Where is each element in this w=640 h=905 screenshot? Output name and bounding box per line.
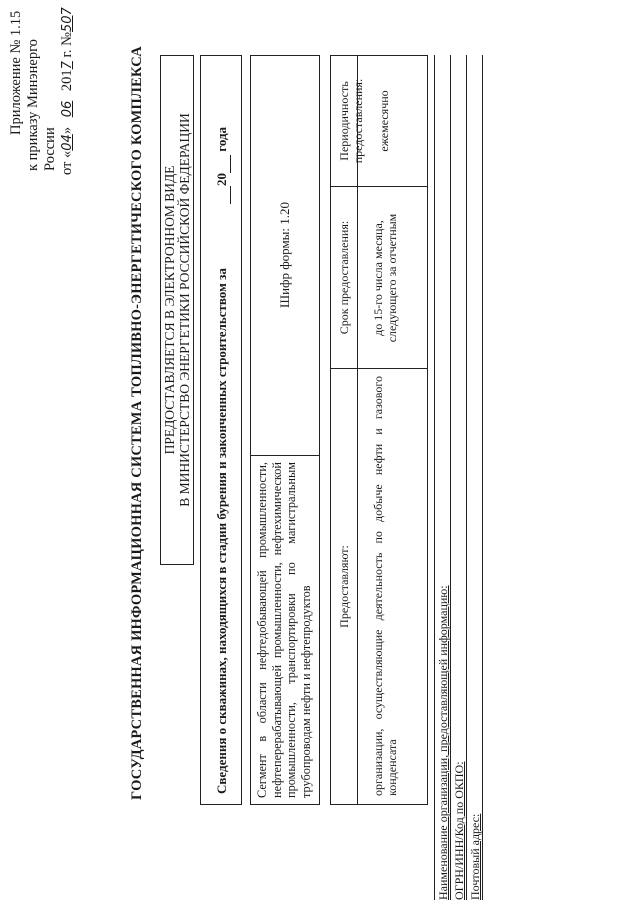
appendix-month: 06 [60, 100, 75, 118]
table-header-frequency: Периодичность предоставления: [337, 78, 365, 164]
form-heading-box [200, 55, 242, 805]
form-code: Шифр формы: 1.20 [277, 201, 292, 309]
table-cell-provider: организации, осуществляющие деятельность по добыче нефти и газового конденсата [371, 376, 399, 796]
footer-org-name: Наименование организации, предоставляющей информацию: [436, 585, 450, 900]
appendix-year-digit: 7 [60, 61, 75, 70]
segment-box [250, 55, 320, 805]
appendix-number: 50 [60, 15, 75, 33]
footer-ids: ОГРН/ИНН/Код по ОКПО: [452, 761, 466, 900]
form-heading-text: Сведения о скважинах, находящихся в стадии бурения и законченных строительством за [214, 268, 229, 794]
footer-rule-2 [466, 55, 467, 900]
form-heading-year-suffix: года [214, 126, 229, 152]
table-header-deadline: Срок предоставления: [337, 220, 351, 335]
appendix-date-prefix: от « [59, 150, 75, 175]
segment-text: Сегмент в области нефтедобывающей промышленности, нефтеперерабатывающей промышленности, нефтехимической промышленности, транспортировки по магистральным трубопроводам нефти и нефтепродуктов [255, 462, 313, 798]
footer-address: Почтовый адрес: [468, 813, 482, 900]
footer-rule-1 [450, 55, 451, 900]
requirements-table [330, 55, 428, 805]
appendix-line3 [59, 0, 76, 175]
form-heading-year [214, 127, 231, 204]
form-heading-year-prefix: 20 [214, 173, 229, 186]
footer-fields [430, 55, 482, 900]
submission-line2: В МИНИСТЕРСТВО ЭНЕРГЕТИКИ РОССИЙСКОЙ ФЕДЕРАЦИИ [177, 113, 192, 507]
appendix-date-mid: » [59, 126, 75, 135]
appendix-day: 04 [60, 134, 75, 151]
table-cell-frequency: ежемесячно [377, 90, 391, 152]
appendix-year-prefix: 201 [59, 69, 75, 92]
footer-rule-3 [482, 55, 483, 900]
footer-rule-top [434, 55, 435, 900]
appendix-year-suffix: г. № [59, 32, 75, 62]
appendix-number-suffix: 7 [60, 7, 75, 16]
appendix-line2: к приказу Минэнерго России [25, 39, 58, 171]
appendix-block [8, 0, 76, 175]
submission-box [160, 55, 194, 565]
table-cell-deadline: до 15-го числа месяца, следующего за отчетным [371, 213, 399, 343]
table-header-provider: Предоставляют: [337, 545, 351, 628]
system-title: ГОСУДАРСТВЕННАЯ ИНФОРМАЦИОННАЯ СИСТЕМА ТОПЛИВНО-ЭНЕРГЕТИЧЕСКОГО КОМПЛЕКСА [129, 46, 145, 800]
appendix-line1: Приложение № 1.15 [8, 10, 24, 135]
submission-line1: ПРЕДОСТАВЛЯЕТСЯ В ЭЛЕКТРОННОМ ВИДЕ [162, 165, 177, 455]
